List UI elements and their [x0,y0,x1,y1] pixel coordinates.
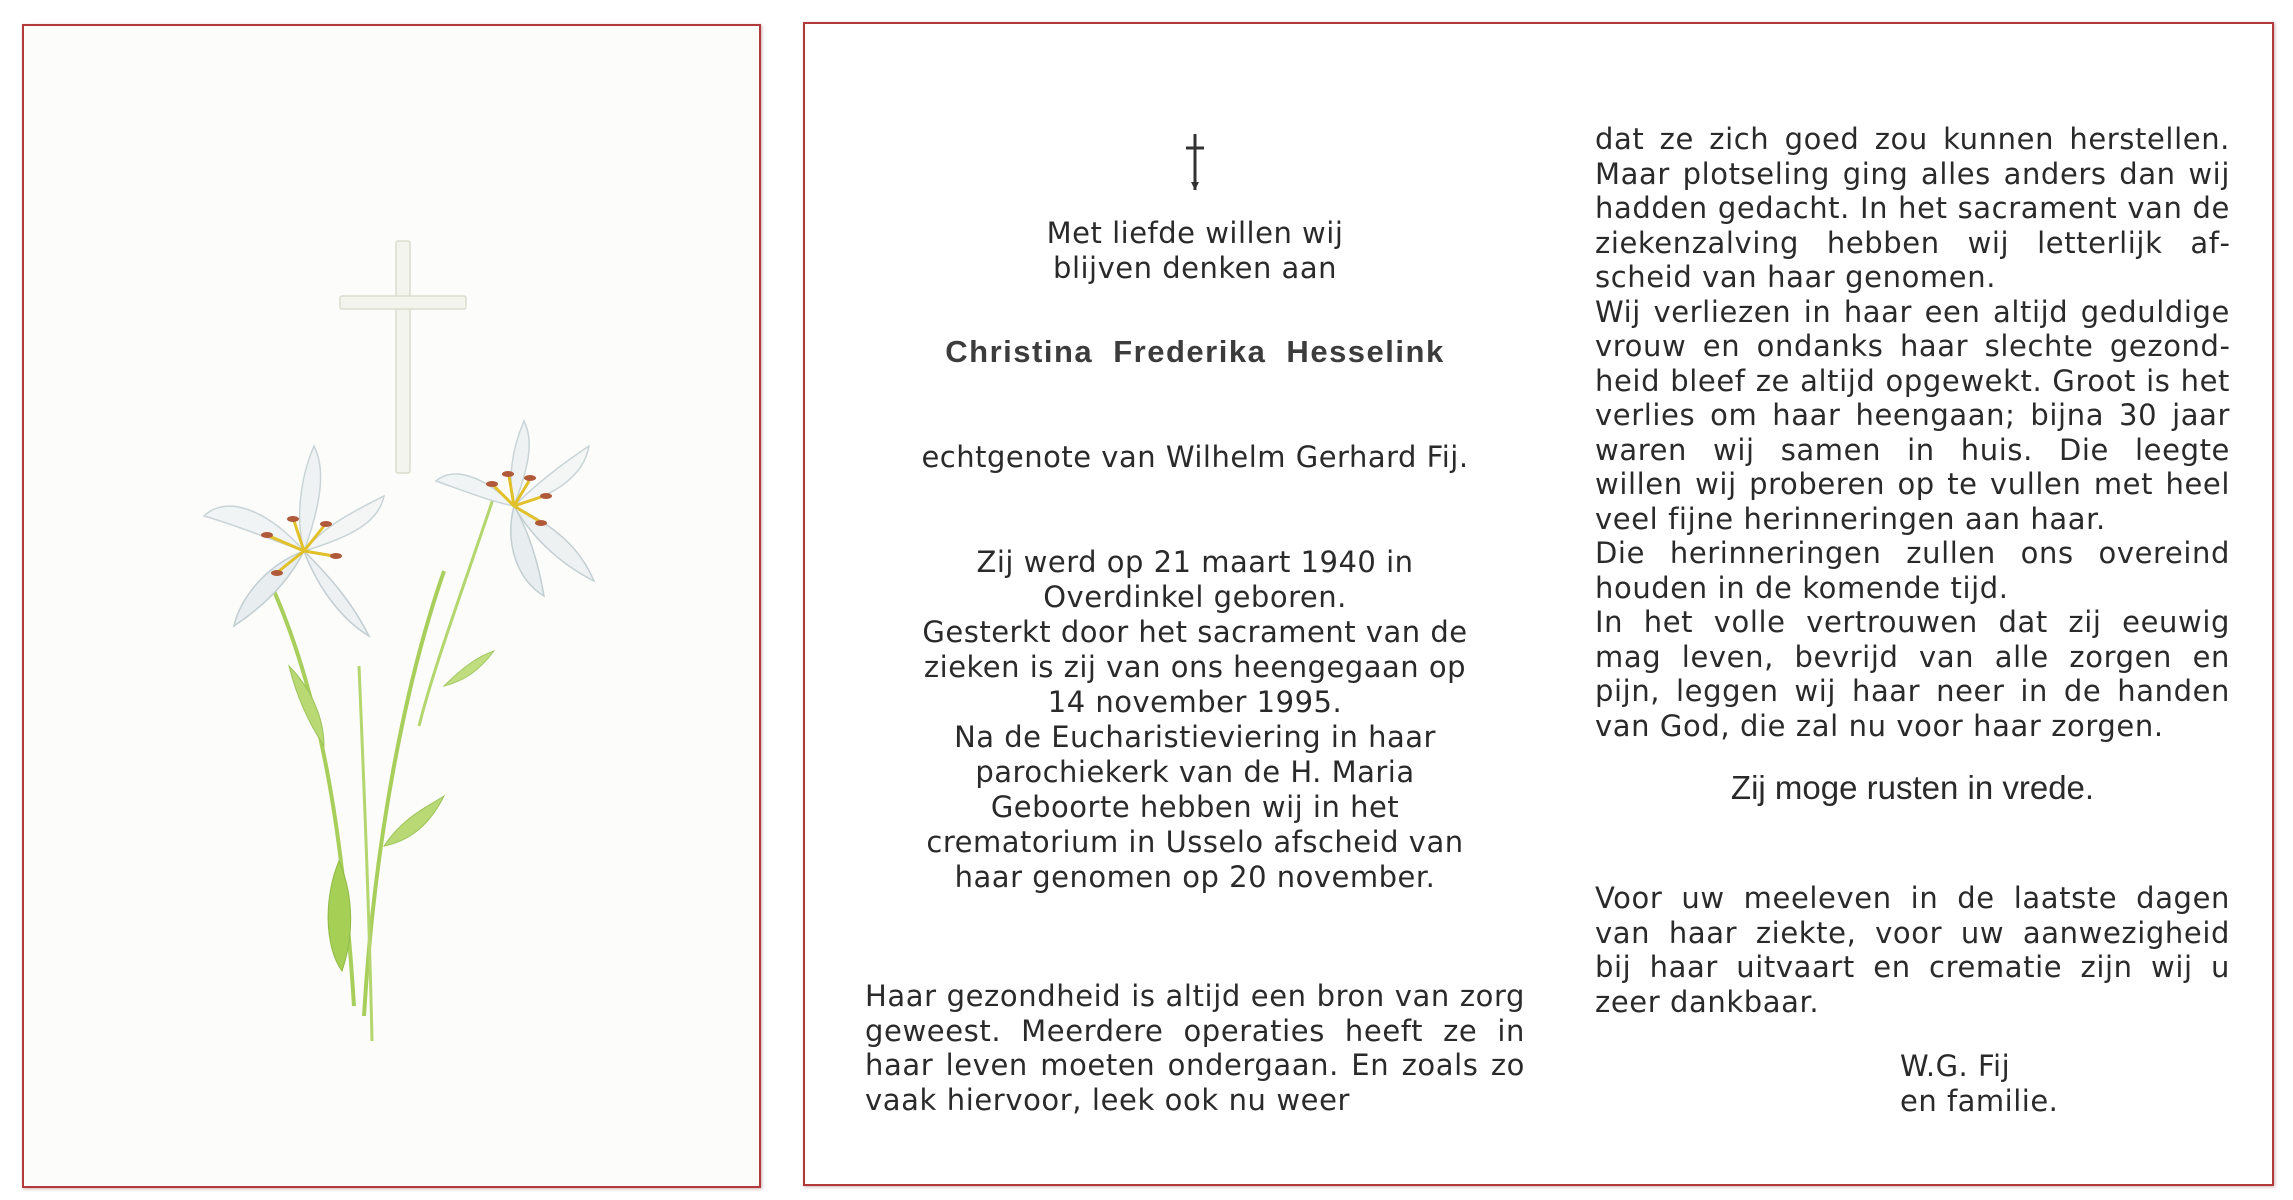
right-column [1595,122,2230,1119]
rest-in-peace: Zij moge rusten in vrede. [1730,769,2095,806]
thanks-paragraph: Voor uw meeleven in de laatste dagen van haar ziekte, voor uw aanwezigheid bij haar uitvaart en crematie zijn wij u zeer dankbaar. [1595,881,2230,1019]
biography-line: zieken is zij van ons heengegaan op [923,650,1467,684]
cross-symbol-icon [1175,130,1215,194]
biography-line: parochiekerk van de H. Maria [975,755,1415,789]
remember-line-1: Met liefde willen wij [1046,216,1344,250]
memories-paragraph: Die herinneringen zullen ons overeind houden in de komende tijd. [1595,536,2230,605]
paper-background [24,26,759,1186]
signature-line: en familie. [1900,1084,2059,1118]
front-card [22,24,761,1188]
biography-line: Na de Eucharistieviering in haar [954,720,1436,754]
health-paragraph: Haar gezondheid is altijd een bron van zorg geweest. Meerdere operaties heeft ze in haar leven moeten ondergaan. En zoals zo vaak hiervoor, leek ook nu weer [865,979,1525,1117]
biography-line: Overdinkel geboren. [1043,580,1347,614]
biography-line: Geboorte hebben wij in het [990,790,1400,824]
biography-line: 14 november 1995. [1047,685,1343,719]
continuation-paragraph: dat ze zich goed zou kunnen herstellen. Maar plotseling ging alles anders dan wij hadden gedacht. In het sacrament van de ziekenzalving hebben wij letterlijk afscheid van haar genomen. [1595,122,2230,294]
biography-line: Zij werd op 21 maart 1940 in [976,545,1414,579]
signature-line: W.G. Fij [1900,1049,2011,1083]
spouse-line: echtgenote van Wilhelm Gerhard Fij. [921,440,1469,474]
trust-paragraph: In het volle vertrouwen dat zij eeuwig mag leven, bevrijd van alle zorgen en pijn, leggen wij haar neer in de handen van God, die zal nu voor haar zorgen. [1595,605,2230,743]
biography-line: Gesterkt door het sacrament van de [922,615,1468,649]
biography-line: haar genomen op 20 november. [954,860,1436,894]
cross-symbol: † [1175,130,1176,131]
inside-card [803,22,2274,1186]
biography-line: crematorium in Usselo afscheid van [926,825,1464,859]
front-illustration [24,26,759,1186]
deceased-name: Christina Frederika Hesselink [945,334,1445,369]
loss-paragraph: Wij verliezen in haar een altijd geduldige vrouw en ondanks haar slechte gezondheid bleef ze altijd opgewekt. Groot is het verlies om haar heengaan; bijna 30 jaar waren wij samen in huis. Die leegte willen wij proberen op te vullen met heel veel fijne herinneringen aan haar. [1595,294,2230,536]
biography [865,545,1525,895]
left-column [865,130,1525,1117]
remember-line-2: blijven denken aan [1053,251,1337,285]
remember-heading [865,216,1525,286]
signature [1900,1049,2230,1119]
